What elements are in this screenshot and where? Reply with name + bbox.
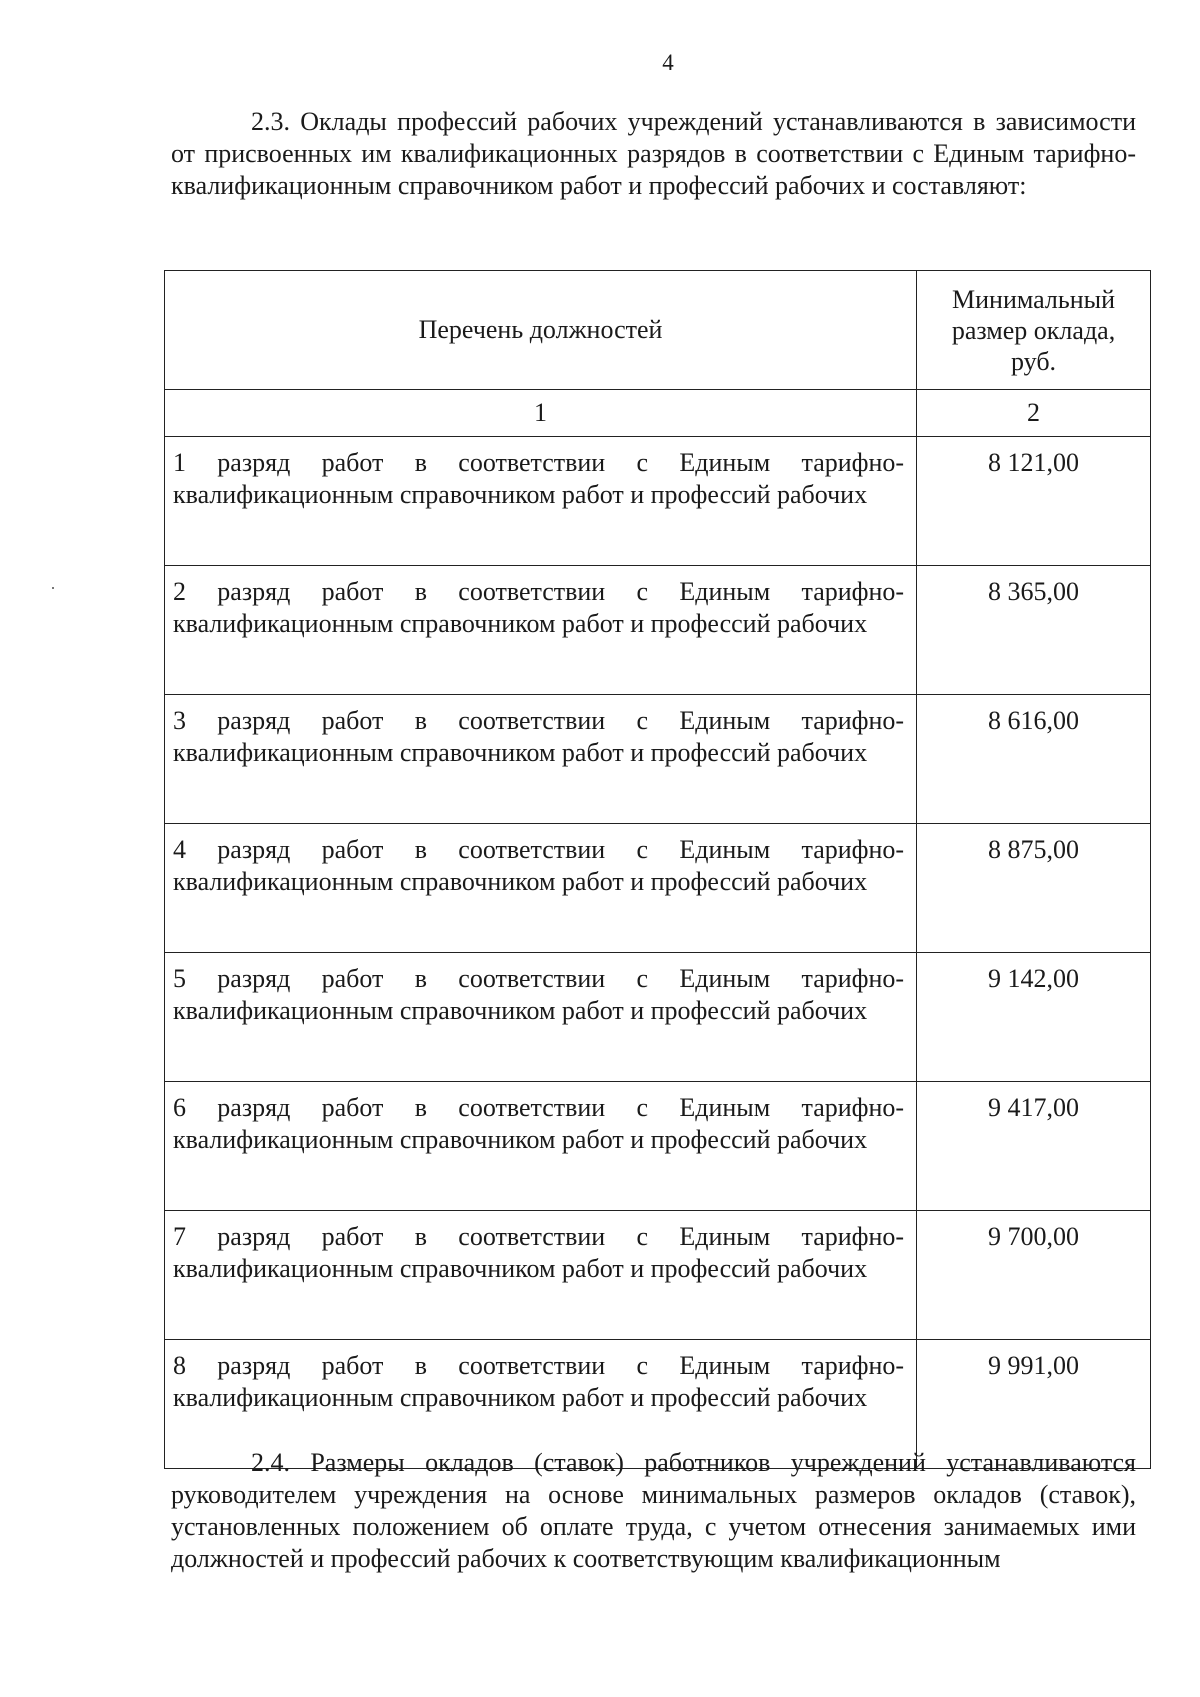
salary-table (164, 270, 1151, 1469)
grade-description: 2 разряд работ в соответствии с Единым тарифно-квалификационным справочником работ и профессий рабочих (165, 566, 917, 695)
grade-description: 4 разряд работ в соответствии с Единым тарифно-квалификационным справочником работ и профессий рабочих (165, 824, 917, 953)
grade-description: 1 разряд работ в соответствии с Единым тарифно-квалификационным справочником работ и профессий рабочих (165, 437, 917, 566)
grade-salary: 8 365,00 (917, 566, 1151, 695)
table-numbering-row (165, 390, 1151, 437)
grade-salary: 8 121,00 (917, 437, 1151, 566)
grade-salary: 9 700,00 (917, 1211, 1151, 1340)
grade-salary: 9 417,00 (917, 1082, 1151, 1211)
grade-description: 5 разряд работ в соответствии с Единым тарифно-квалификационным справочником работ и профессий рабочих (165, 953, 917, 1082)
column-number-1: 1 (165, 390, 917, 437)
grade-salary: 9 142,00 (917, 953, 1151, 1082)
table-row (165, 695, 1151, 824)
page-number: 4 (662, 50, 674, 75)
header-min-salary: Минимальный размер оклада, руб. (917, 271, 1151, 390)
table-row (165, 1211, 1151, 1340)
grade-salary: 8 616,00 (917, 695, 1151, 824)
table-row (165, 824, 1151, 953)
column-number-2: 2 (917, 390, 1151, 437)
grade-description: 8 разряд работ в соответствии с Единым тарифно-квалификационным справочником работ и профессий рабочих (165, 1340, 917, 1469)
grade-description: 6 разряд работ в соответствии с Единым тарифно-квалификационным справочником работ и профессий рабочих (165, 1082, 917, 1211)
paragraph-2-4: 2.4. Размеры окладов (ставок) работников учреждений устанавливаются руководителем учреждения на основе минимальных размеров окладов (ставок), установленных положением об оплате труда, с учетом отнесения занимаемых ими должностей и профессий рабочих к соответствующим квалификационным (171, 1448, 1136, 1573)
table-row (165, 437, 1151, 566)
header-positions-list: Перечень должностей (165, 271, 917, 390)
table-row (165, 1082, 1151, 1211)
grade-description: 3 разряд работ в соответствии с Единым тарифно-квалификационным справочником работ и профессий рабочих (165, 695, 917, 824)
grade-salary: 8 875,00 (917, 824, 1151, 953)
grade-description: 7 разряд работ в соответствии с Единым тарифно-квалификационным справочником работ и профессий рабочих (165, 1211, 917, 1340)
table-row (165, 953, 1151, 1082)
scan-speck (52, 587, 54, 589)
paragraph-2-3: 2.3. Оклады профессий рабочих учреждений устанавливаются в зависимости от присвоенных им квалификационных разрядов в соответствии с Единым тарифно-квалификационным справочником работ и профессий рабочих и составляют: (171, 107, 1136, 200)
table-header-row (165, 271, 1151, 390)
grade-salary: 9 991,00 (917, 1340, 1151, 1469)
table-row (165, 566, 1151, 695)
